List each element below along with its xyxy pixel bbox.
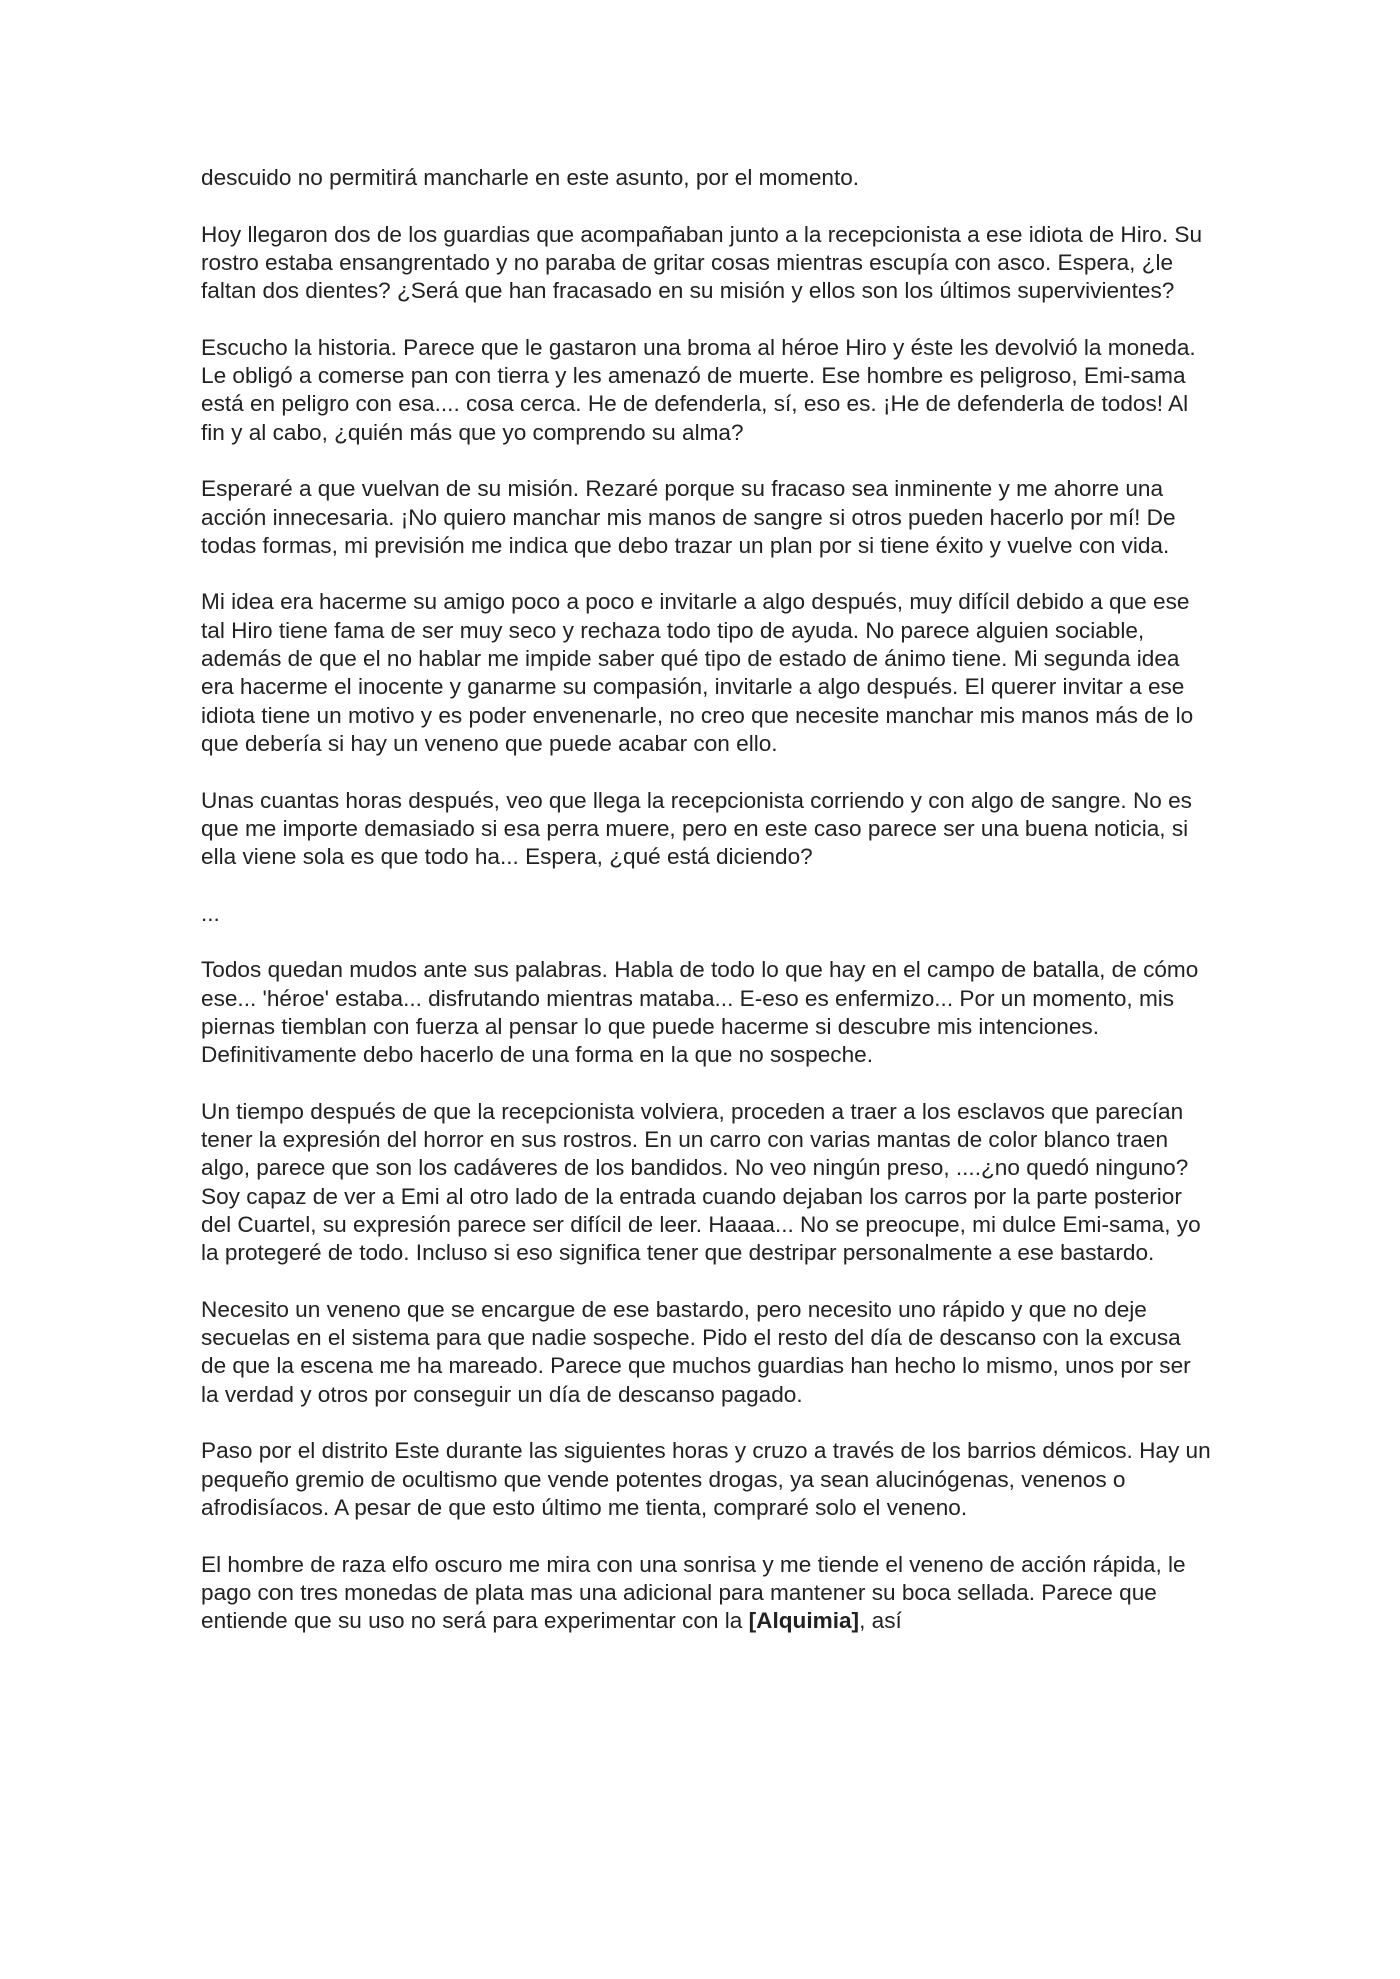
paragraph-last-tail: , así <box>859 1608 902 1634</box>
document-body <box>201 164 1211 1664</box>
paragraph: Todos quedan mudos ante sus palabras. Habla de todo lo que hay en el campo de batalla, de cómo ese... 'héroe' estaba... disfrutando mientras mataba... E-eso es enfermizo... Por un momento, mis piernas tiemblan con fuerza al pensar lo que puede hacerme si descubre mis intenciones. Definitivamente debo hacerlo de una forma en la que no sospeche. <box>201 957 1199 1068</box>
paragraph: Escucho la historia. Parece que le gastaron una broma al héroe Hiro y éste les devolvió la moneda. Le obligó a comerse pan con tierra y les amenazó de muerte. Ese hombre es peligroso, Emi-sama está en peligro con esa.... cosa cerca. He de defenderla, sí, eso es. ¡He de defenderla de todos! Al fin y al cabo, ¿quién más que yo comprendo su alma? <box>201 334 1196 445</box>
paragraph: Necesito un veneno que se encargue de ese bastardo, pero necesito uno rápido y que no deje secuelas en el sistema para que nadie sospeche. Pido el resto del día de descanso con la excusa de que la escena me ha mareado. Parece que muchos guardias han hecho lo mismo, unos por ser la verdad y otros por conseguir un día de descanso pagado. <box>201 1296 1191 1407</box>
paragraph: Mi idea era hacerme su amigo poco a poco e invitarle a algo después, muy difícil debido a que ese tal Hiro tiene fama de ser muy seco y rechaza todo tipo de ayuda. No parece alguien sociable, además de que el no hablar me impide saber qué tipo de estado de ánimo tiene. Mi segunda idea era hacerme el inocente y ganarme su compasión, invitarle a algo después. El querer invitar a ese idiota tiene un motivo y es poder envenenarle, no creo que necesite manchar mis manos más de lo que debería si hay un veneno que puede acabar con ello. <box>201 589 1194 756</box>
paragraph: ... <box>201 900 220 926</box>
paragraph: Paso por el distrito Este durante las siguientes horas y cruzo a través de los barrios démicos. Hay un pequeño gremio de ocultismo que vende potentes drogas, ya sean alucinógenas, venenos o afrodisíacos. A pesar de que esto último me tienta, compraré solo el veneno. <box>201 1438 1211 1520</box>
paragraph: Esperaré a que vuelvan de su misión. Rezaré porque su fracaso sea inminente y me ahorre una acción innecesaria. ¡No quiero manchar mis manos de sangre si otros pueden hacerlo por mí! De todas formas, mi previsión me indica que debo trazar un plan por si tiene éxito y vuelve con vida. <box>201 476 1176 558</box>
paragraph-last-text: El hombre de raza elfo oscuro me mira con una sonrisa y me tiende el veneno de acción rápida, le pago con tres monedas de plata mas una adicional para mantener su boca sellada. Parece que entiende que su uso no será para experimentar con la <box>201 1551 1186 1634</box>
paragraph: Hoy llegaron dos de los guardias que acompañaban junto a la recepcionista a ese idiota de Hiro. Su rostro estaba ensangrentado y no paraba de gritar cosas mientras escupía con asco. Espera, ¿le faltan dos dientes? ¿Será que han fracasado en su misión y ellos son los últimos supervivientes? <box>201 221 1203 304</box>
paragraph: Un tiempo después de que la recepcionista volviera, proceden a traer a los esclavos que parecían tener la expresión del horror en sus rostros. En un carro con varias mantas de color blanco traen algo, parece que son los cadáveres de los bandidos. No veo ningún preso, ....¿no quedó ninguno? Soy capaz de ver a Emi al otro lado de la entrada cuando dejaban los carros por la parte posterior del Cuartel, su expresión parece ser difícil de leer. Haaaa... No se preocupe, mi dulce Emi-sama, yo la protegeré de todo. Incluso si eso significa tener que destripar personalmente a ese bastardo. <box>201 1098 1201 1266</box>
paragraph: Unas cuantas horas después, veo que llega la recepcionista corriendo y con algo de sangre. No es que me importe demasiado si esa perra muere, pero en este caso parece ser una buena noticia, si ella viene sola es que todo ha... Espera, ¿qué está diciendo? <box>201 787 1192 870</box>
paragraph-last <box>201 1551 1211 1636</box>
alquimia-term: [Alquimia] <box>748 1608 860 1634</box>
paragraph: descuido no permitirá mancharle en este asunto, por el momento. <box>201 165 860 190</box>
